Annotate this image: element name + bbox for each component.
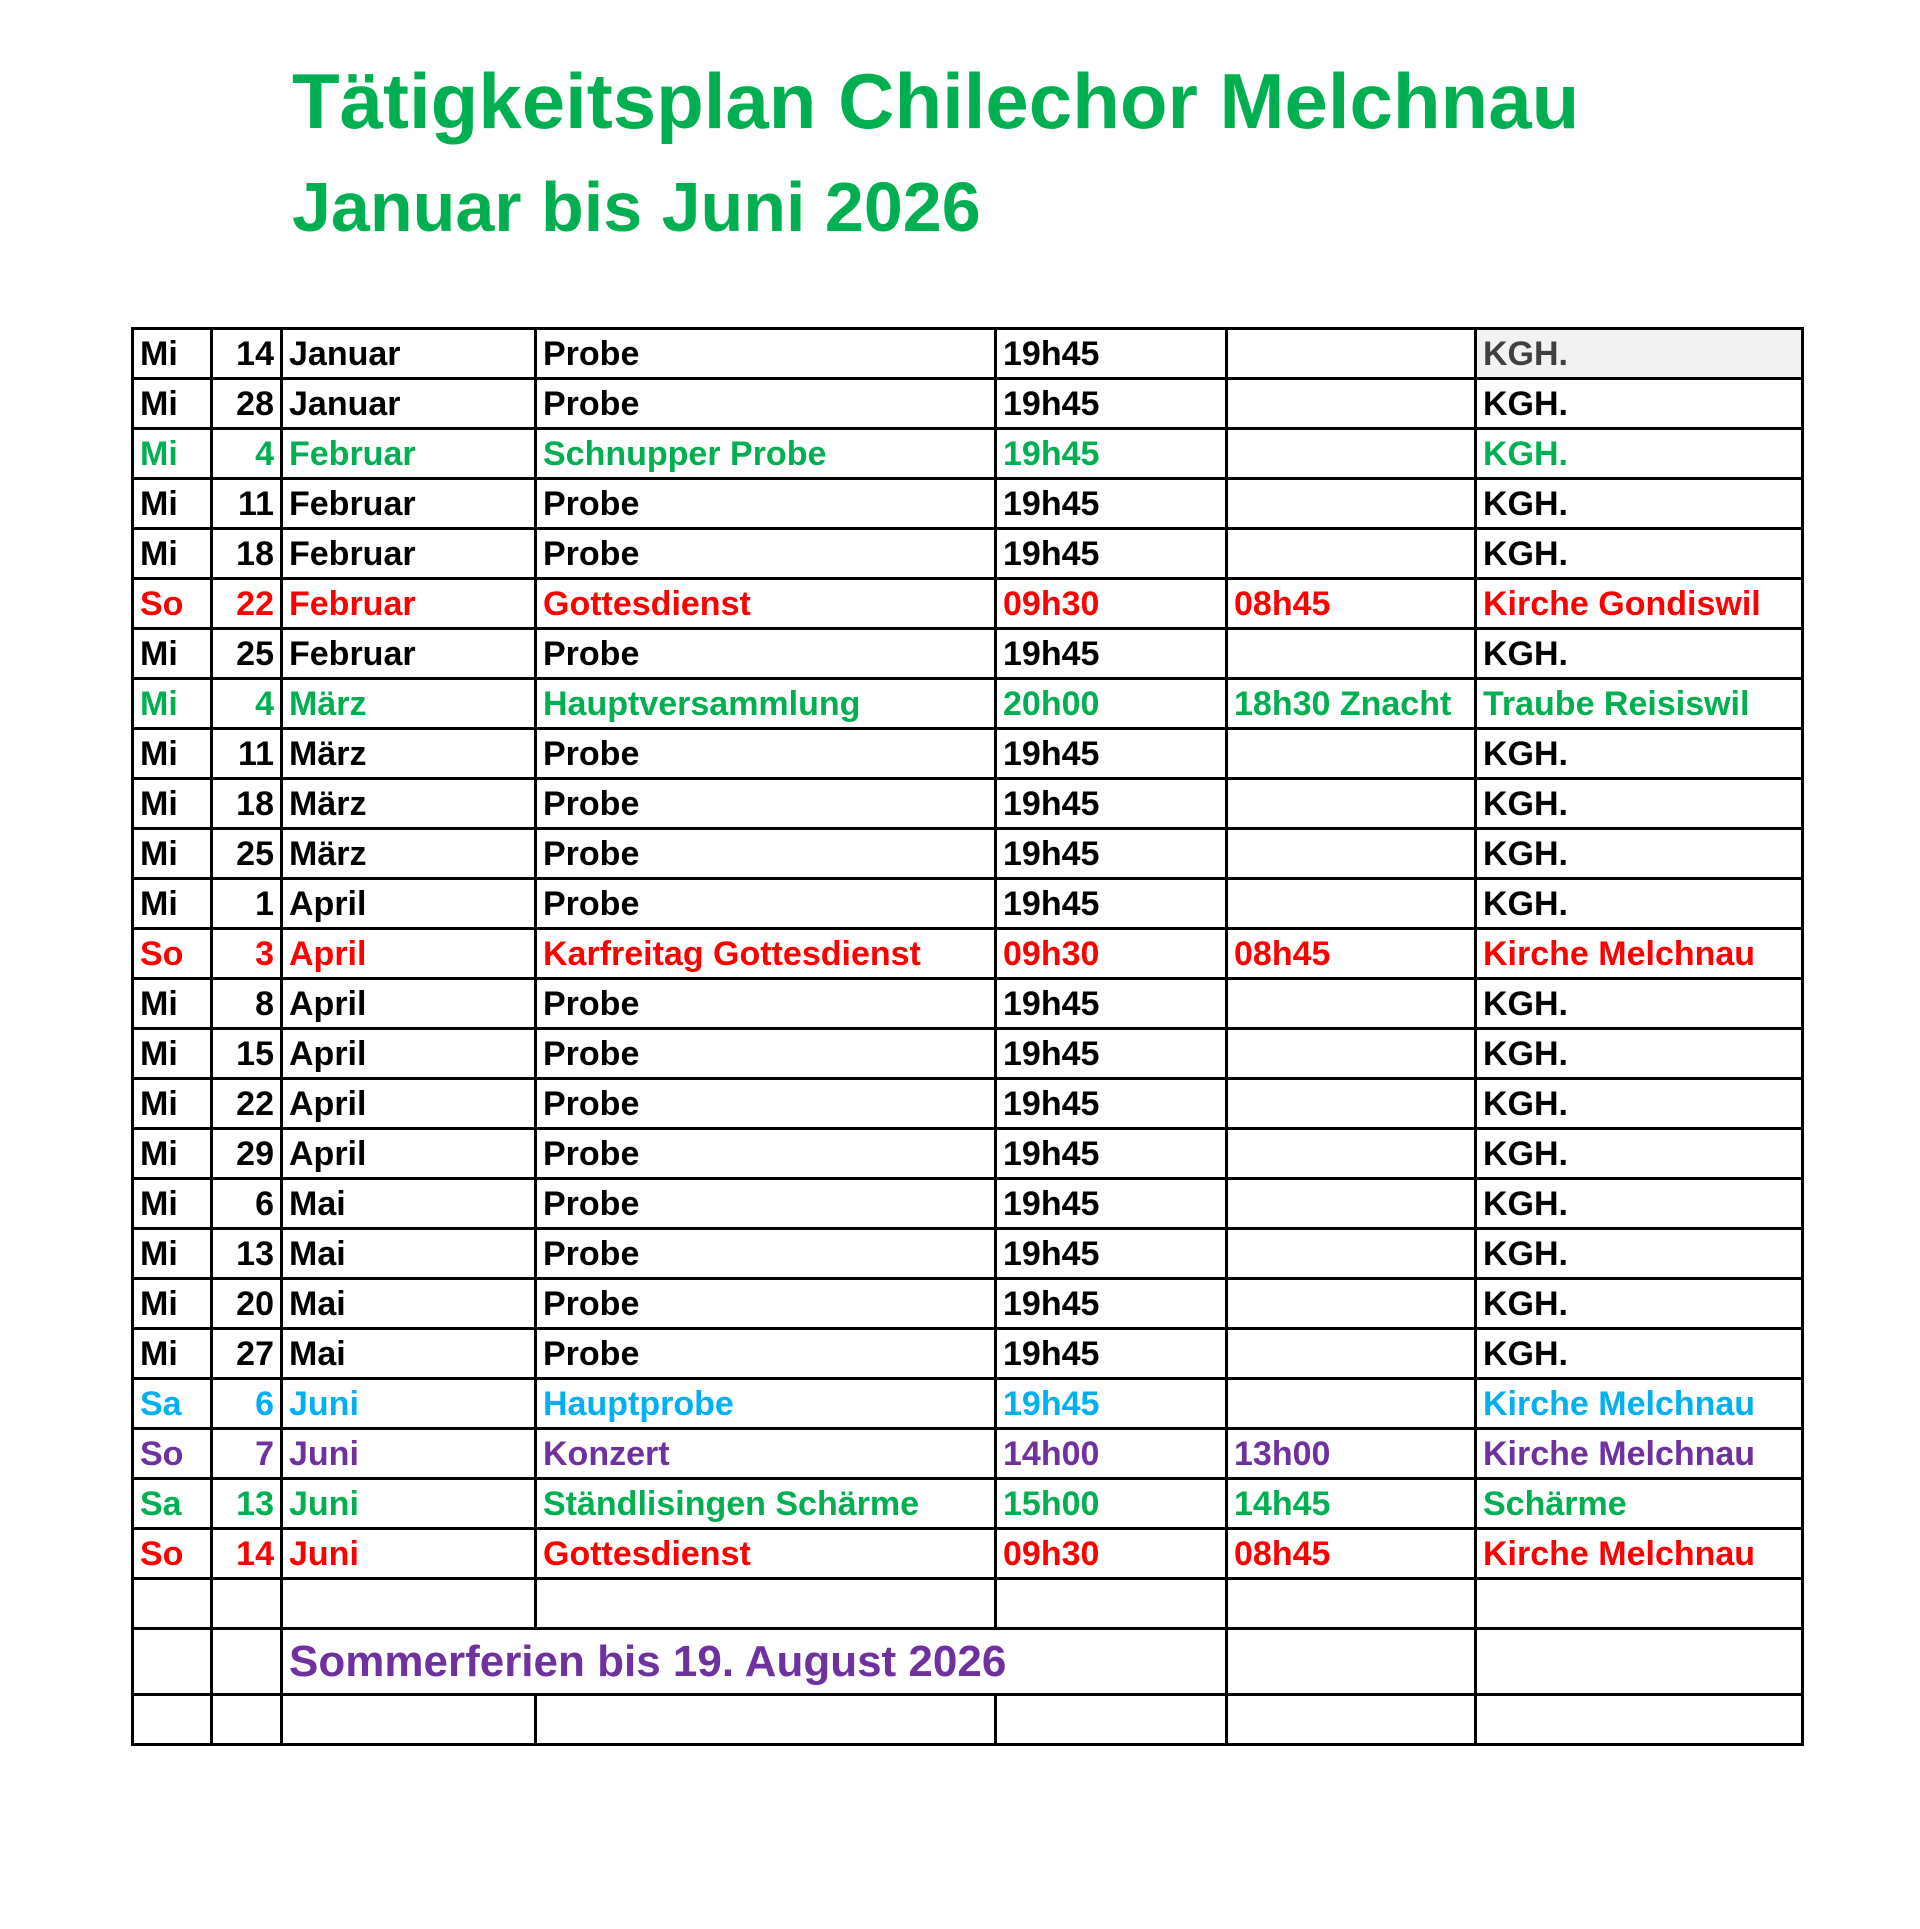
table-row	[133, 1179, 1803, 1229]
meeting-time-cell	[1227, 1379, 1476, 1429]
time-cell: 19h45	[996, 329, 1227, 379]
table-row	[133, 729, 1803, 779]
empty-cell	[212, 1629, 282, 1695]
event-cell: Schnupper Probe	[536, 429, 996, 479]
table-row	[133, 1429, 1803, 1479]
table-row	[133, 1379, 1803, 1429]
day-cell: 25	[212, 829, 282, 879]
table-row	[133, 329, 1803, 379]
weekday-cell: Mi	[133, 1179, 212, 1229]
event-cell: Probe	[536, 1079, 996, 1129]
time-cell: 14h00	[996, 1429, 1227, 1479]
location-cell: Traube Reisiswil	[1476, 679, 1803, 729]
location-cell: KGH.	[1476, 1129, 1803, 1179]
event-cell: Probe	[536, 329, 996, 379]
table-row	[133, 1029, 1803, 1079]
location-cell: KGH.	[1476, 779, 1803, 829]
table-row	[133, 879, 1803, 929]
location-cell: KGH.	[1476, 629, 1803, 679]
time-cell: 19h45	[996, 1029, 1227, 1079]
day-cell: 7	[212, 1429, 282, 1479]
month-cell: Mai	[282, 1179, 536, 1229]
weekday-cell: Mi	[133, 1279, 212, 1329]
day-cell: 6	[212, 1379, 282, 1429]
meeting-time-cell	[1227, 1079, 1476, 1129]
event-cell: Probe	[536, 629, 996, 679]
empty-cell	[1476, 1579, 1803, 1629]
month-cell: Januar	[282, 329, 536, 379]
empty-cell	[282, 1579, 536, 1629]
time-cell: 19h45	[996, 529, 1227, 579]
table-row	[133, 529, 1803, 579]
meeting-time-cell	[1227, 1129, 1476, 1179]
meeting-time-cell	[1227, 1329, 1476, 1379]
event-cell: Hauptversammlung	[536, 679, 996, 729]
month-cell: Januar	[282, 379, 536, 429]
time-cell: 19h45	[996, 479, 1227, 529]
month-cell: April	[282, 1079, 536, 1129]
meeting-time-cell: 13h00	[1227, 1429, 1476, 1479]
month-cell: Mai	[282, 1329, 536, 1379]
empty-row	[133, 1579, 1803, 1629]
weekday-cell: Mi	[133, 829, 212, 879]
page-subtitle: Januar bis Juni 2026	[292, 168, 981, 246]
day-cell: 14	[212, 329, 282, 379]
time-cell: 19h45	[996, 1379, 1227, 1429]
table-row	[133, 979, 1803, 1029]
weekday-cell: Mi	[133, 479, 212, 529]
meeting-time-cell	[1227, 829, 1476, 879]
event-cell: Probe	[536, 979, 996, 1029]
month-cell: Mai	[282, 1229, 536, 1279]
event-cell: Gottesdienst	[536, 1529, 996, 1579]
time-cell: 19h45	[996, 629, 1227, 679]
day-cell: 22	[212, 1079, 282, 1129]
event-cell: Probe	[536, 529, 996, 579]
meeting-time-cell	[1227, 379, 1476, 429]
event-cell: Probe	[536, 829, 996, 879]
empty-cell	[133, 1629, 212, 1695]
month-cell: Februar	[282, 579, 536, 629]
table-row	[133, 929, 1803, 979]
day-cell: 11	[212, 729, 282, 779]
location-cell: KGH.	[1476, 1079, 1803, 1129]
month-cell: Februar	[282, 479, 536, 529]
month-cell: April	[282, 929, 536, 979]
event-cell: Probe	[536, 1279, 996, 1329]
meeting-time-cell	[1227, 1279, 1476, 1329]
empty-cell	[1227, 1695, 1476, 1745]
empty-row	[133, 1695, 1803, 1745]
day-cell: 13	[212, 1229, 282, 1279]
meeting-time-cell: 14h45	[1227, 1479, 1476, 1529]
table-row	[133, 679, 1803, 729]
empty-cell	[996, 1579, 1227, 1629]
event-cell: Probe	[536, 479, 996, 529]
empty-cell	[133, 1695, 212, 1745]
page-title: Tätigkeitsplan Chilechor Melchnau	[292, 57, 1580, 145]
empty-cell	[212, 1695, 282, 1745]
schedule-body	[133, 329, 1803, 1579]
summer-break-note: Sommerferien bis 19. August 2026	[282, 1629, 1227, 1695]
meeting-time-cell: 08h45	[1227, 1529, 1476, 1579]
empty-cell	[1476, 1695, 1803, 1745]
time-cell: 19h45	[996, 979, 1227, 1029]
table-row	[133, 379, 1803, 429]
time-cell: 19h45	[996, 1279, 1227, 1329]
event-cell: Konzert	[536, 1429, 996, 1479]
schedule-table	[131, 327, 1804, 1746]
weekday-cell: Mi	[133, 729, 212, 779]
location-cell: KGH.	[1476, 329, 1803, 379]
weekday-cell: Mi	[133, 1329, 212, 1379]
month-cell: Juni	[282, 1429, 536, 1479]
weekday-cell: Mi	[133, 1229, 212, 1279]
table-row	[133, 1479, 1803, 1529]
meeting-time-cell	[1227, 529, 1476, 579]
month-cell: März	[282, 729, 536, 779]
weekday-cell: Sa	[133, 1479, 212, 1529]
location-cell: KGH.	[1476, 729, 1803, 779]
weekday-cell: Mi	[133, 329, 212, 379]
location-cell: Kirche Melchnau	[1476, 1429, 1803, 1479]
month-cell: Juni	[282, 1479, 536, 1529]
time-cell: 15h00	[996, 1479, 1227, 1529]
month-cell: Februar	[282, 429, 536, 479]
event-cell: Probe	[536, 1029, 996, 1079]
time-cell: 19h45	[996, 1129, 1227, 1179]
weekday-cell: Mi	[133, 1029, 212, 1079]
day-cell: 4	[212, 429, 282, 479]
weekday-cell: Mi	[133, 429, 212, 479]
table-row	[133, 1079, 1803, 1129]
time-cell: 09h30	[996, 579, 1227, 629]
event-cell: Hauptprobe	[536, 1379, 996, 1429]
month-cell: April	[282, 1029, 536, 1079]
weekday-cell: Mi	[133, 1079, 212, 1129]
event-cell: Probe	[536, 779, 996, 829]
location-cell: KGH.	[1476, 1279, 1803, 1329]
empty-cell	[1227, 1629, 1476, 1695]
weekday-cell: Mi	[133, 879, 212, 929]
day-cell: 18	[212, 779, 282, 829]
meeting-time-cell	[1227, 629, 1476, 679]
day-cell: 27	[212, 1329, 282, 1379]
event-cell: Gottesdienst	[536, 579, 996, 629]
month-cell: April	[282, 979, 536, 1029]
meeting-time-cell: 08h45	[1227, 579, 1476, 629]
weekday-cell: Mi	[133, 629, 212, 679]
time-cell: 19h45	[996, 829, 1227, 879]
day-cell: 3	[212, 929, 282, 979]
month-cell: Februar	[282, 529, 536, 579]
day-cell: 6	[212, 1179, 282, 1229]
event-cell: Probe	[536, 879, 996, 929]
weekday-cell: Mi	[133, 379, 212, 429]
weekday-cell: Mi	[133, 679, 212, 729]
location-cell: Kirche Gondiswil	[1476, 579, 1803, 629]
time-cell: 19h45	[996, 379, 1227, 429]
meeting-time-cell	[1227, 1179, 1476, 1229]
empty-cell	[282, 1695, 536, 1745]
weekday-cell: So	[133, 929, 212, 979]
weekday-cell: So	[133, 1429, 212, 1479]
meeting-time-cell: 18h30 Znacht	[1227, 679, 1476, 729]
location-cell: KGH.	[1476, 1229, 1803, 1279]
table-row	[133, 429, 1803, 479]
time-cell: 19h45	[996, 1229, 1227, 1279]
location-cell: Kirche Melchnau	[1476, 1529, 1803, 1579]
event-cell: Probe	[536, 1229, 996, 1279]
weekday-cell: So	[133, 1529, 212, 1579]
empty-cell	[1476, 1629, 1803, 1695]
table-row	[133, 1129, 1803, 1179]
meeting-time-cell	[1227, 979, 1476, 1029]
weekday-cell: Mi	[133, 779, 212, 829]
empty-cell	[1227, 1579, 1476, 1629]
location-cell: KGH.	[1476, 829, 1803, 879]
month-cell: März	[282, 779, 536, 829]
month-cell: März	[282, 829, 536, 879]
time-cell: 20h00	[996, 679, 1227, 729]
event-cell: Probe	[536, 379, 996, 429]
empty-cell	[996, 1695, 1227, 1745]
time-cell: 19h45	[996, 729, 1227, 779]
day-cell: 25	[212, 629, 282, 679]
location-cell: KGH.	[1476, 529, 1803, 579]
time-cell: 19h45	[996, 429, 1227, 479]
day-cell: 29	[212, 1129, 282, 1179]
time-cell: 19h45	[996, 779, 1227, 829]
event-cell: Karfreitag Gottesdienst	[536, 929, 996, 979]
table-row	[133, 1279, 1803, 1329]
location-cell: KGH.	[1476, 379, 1803, 429]
meeting-time-cell	[1227, 479, 1476, 529]
schedule-footer	[133, 1579, 1803, 1745]
table-row	[133, 829, 1803, 879]
day-cell: 11	[212, 479, 282, 529]
weekday-cell: Mi	[133, 979, 212, 1029]
location-cell: KGH.	[1476, 979, 1803, 1029]
day-cell: 8	[212, 979, 282, 1029]
time-cell: 09h30	[996, 1529, 1227, 1579]
location-cell: Schärme	[1476, 1479, 1803, 1529]
day-cell: 22	[212, 579, 282, 629]
summer-break-row	[133, 1629, 1803, 1695]
month-cell: April	[282, 1129, 536, 1179]
meeting-time-cell	[1227, 329, 1476, 379]
empty-cell	[212, 1579, 282, 1629]
meeting-time-cell	[1227, 1029, 1476, 1079]
location-cell: KGH.	[1476, 879, 1803, 929]
time-cell: 19h45	[996, 1329, 1227, 1379]
weekday-cell: Mi	[133, 1129, 212, 1179]
month-cell: März	[282, 679, 536, 729]
day-cell: 4	[212, 679, 282, 729]
event-cell: Probe	[536, 1129, 996, 1179]
weekday-cell: Sa	[133, 1379, 212, 1429]
table-row	[133, 629, 1803, 679]
month-cell: Juni	[282, 1529, 536, 1579]
meeting-time-cell	[1227, 429, 1476, 479]
table-row	[133, 1229, 1803, 1279]
time-cell: 19h45	[996, 1179, 1227, 1229]
table-row	[133, 1329, 1803, 1379]
location-cell: KGH.	[1476, 429, 1803, 479]
table-row	[133, 579, 1803, 629]
event-cell: Probe	[536, 1329, 996, 1379]
location-cell: KGH.	[1476, 1179, 1803, 1229]
location-cell: KGH.	[1476, 479, 1803, 529]
meeting-time-cell: 08h45	[1227, 929, 1476, 979]
meeting-time-cell	[1227, 779, 1476, 829]
empty-cell	[536, 1695, 996, 1745]
month-cell: Mai	[282, 1279, 536, 1329]
weekday-cell: So	[133, 579, 212, 629]
location-cell: KGH.	[1476, 1029, 1803, 1079]
weekday-cell: Mi	[133, 529, 212, 579]
location-cell: KGH.	[1476, 1329, 1803, 1379]
table-row	[133, 1529, 1803, 1579]
event-cell: Probe	[536, 1179, 996, 1229]
table-row	[133, 479, 1803, 529]
empty-cell	[536, 1579, 996, 1629]
time-cell: 19h45	[996, 879, 1227, 929]
day-cell: 1	[212, 879, 282, 929]
meeting-time-cell	[1227, 729, 1476, 779]
month-cell: Juni	[282, 1379, 536, 1429]
meeting-time-cell	[1227, 1229, 1476, 1279]
day-cell: 20	[212, 1279, 282, 1329]
day-cell: 28	[212, 379, 282, 429]
meeting-time-cell	[1227, 879, 1476, 929]
empty-cell	[133, 1579, 212, 1629]
table-row	[133, 779, 1803, 829]
month-cell: Februar	[282, 629, 536, 679]
time-cell: 09h30	[996, 929, 1227, 979]
location-cell: Kirche Melchnau	[1476, 929, 1803, 979]
day-cell: 18	[212, 529, 282, 579]
event-cell: Ständlisingen Schärme	[536, 1479, 996, 1529]
location-cell: Kirche Melchnau	[1476, 1379, 1803, 1429]
day-cell: 14	[212, 1529, 282, 1579]
day-cell: 13	[212, 1479, 282, 1529]
month-cell: April	[282, 879, 536, 929]
day-cell: 15	[212, 1029, 282, 1079]
event-cell: Probe	[536, 729, 996, 779]
time-cell: 19h45	[996, 1079, 1227, 1129]
